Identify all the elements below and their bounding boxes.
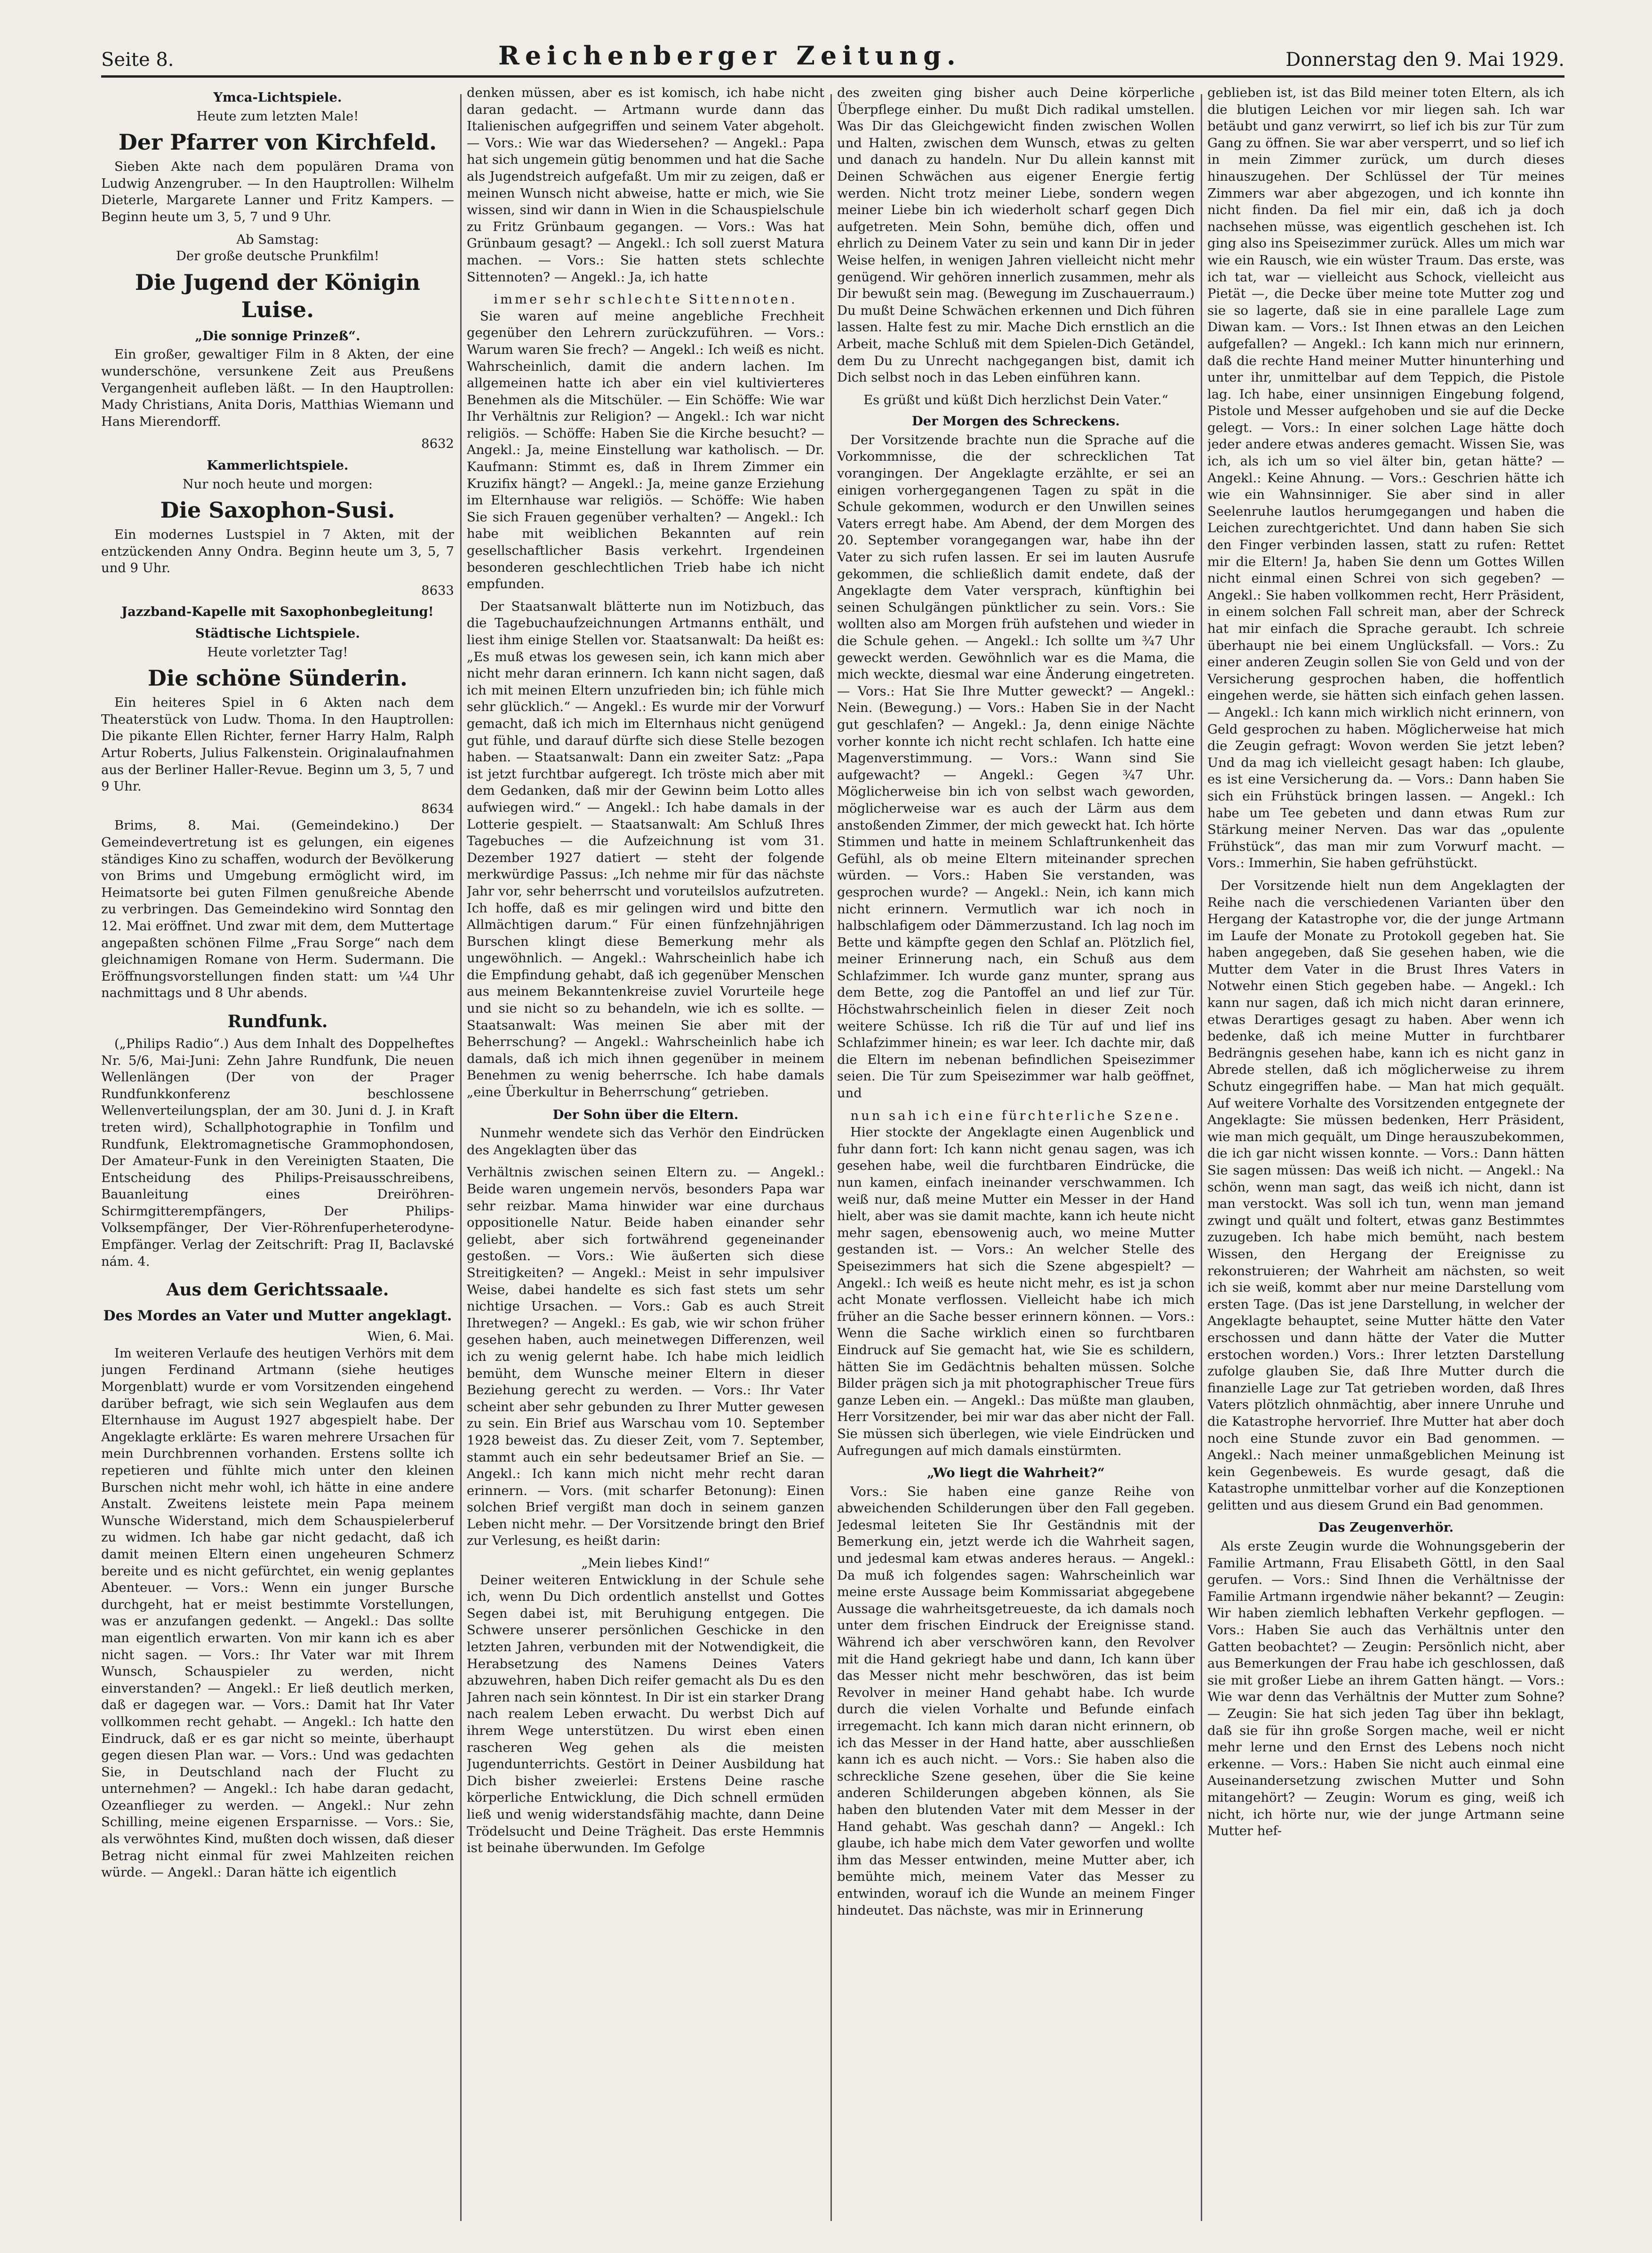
film-description: Ein modernes Lustspiel in 7 Akten, mit der entzückenden Anny Ondra. Beginn heute um 3, 5, 7 und 9 Uhr. — [101, 527, 454, 576]
cinema-note: Jazzband-Kapelle mit Saxophonbegleitung! — [121, 604, 434, 620]
article-paragraph: Im weiteren Verlaufe des heutigen Verhörs mit dem jungen Ferdinand Artmann (siehe heutiges Morgenblatt) wurde er vom Vorsitzenden eingehend darüber befragt, wie sich sein Weglaufen aus dem Elternhause im August 1927 abgespielt habe. Der Angeklagte erklärte: Es waren mehrere Ursachen für mein Durchbrennen vorhanden. Erstens sollte ich repetieren und fühlte mich unter den kleinen Burschen nicht mehr wohl, ich hätte in eine andere Anstalt. Zweitens leistete mein Papa meinem Wunsche Widerstand, mich dem Schauspielerberuf zu widmen. Ich habe gar nicht gedacht, daß ich damit meinen Eltern einen ungeheuren Schmerz bereite und es nicht gefürchtet, ein wenig geplantes Abenteuer. — Vors.: Wenn ein junger Bursche durchgeht, hat er meist bestimmte Vorstellungen, was er anzufangen gedenkt. — Angekl.: Das sollte man eigentlich erwarten. Von mir kann ich es aber nicht sagen. — Vors.: Ihr Vater war mit Ihrem Wunsch, Schauspieler zu werden, nicht einverstanden? — Angekl.: Er ließ deutlich merken, daß er dagegen war. — Vors.: Damit hat Ihr Vater vollkommen recht gehabt. — Angekl.: Ich hatte den Eindruck, daß er es gar nicht so meinte, überhaupt gegen diesen Plan war. — Vors.: Und was gedachten Sie, in Deutschland nach der Flucht zu unternehmen? — Angekl.: Ich habe daran gedacht, Ozeanflieger zu werden. — Angekl.: Nur zehn Schilling, meine eigenen Ersparnisse. — Vors.: Sie, als verwöhntes Kind, mußten doch wissen, daß dieser Betrag nicht einmal für zwei Mahlzeiten reichen würde. — Angekl.: Daran hätte ich eigentlich — [101, 1346, 454, 1880]
film-description: Sieben Akte nach dem populären Drama von Ludwig Anzengruber. — In den Hauptrollen: Wilhelm Dieterle, Margarete Lanner und Fritz Kampers. — Beginn heute um 3, 5, 7 und 9 Uhr. — [101, 160, 454, 224]
ad-number: 8634 — [421, 801, 454, 816]
subheading: „Wo liegt die Wahrheit?“ — [927, 1465, 1105, 1481]
cinema-note: Heute zum letzten Male! — [196, 109, 359, 124]
article-paragraph: Sie waren auf meine angebliche Frechheit gegenüber den Lehrern zurückzuführen. — Vors.: Warum waren Sie frech? — Angekl.: Ich weiß es nicht. Wahrscheinlich, damit die andern lachen. Im allgemeinen hatte ich aber ein viel kultivierteres Benehmen als die Mitschüler. — Ein Schöffe: Wie war Ihr Verhältnis zur Religion? — Angekl.: Ich war nicht religiös. — Schöffe: Haben Sie die Kirche besucht? — Angekl.: Ja, meine Einstellung war katholisch. — Dr. Kaufmann: Stimmt es, daß in Ihrem Zimmer ein Kruzifix hängt? — Angekl.: Ja, meine ganze Erziehung im Elternhause war religiös. — Schöffe: Wie haben Sie sich Frauen gegenüber verhalten? — Angekl.: Ich habe mit weiblichen Bekannten auf rein gesellschaftlicher Basis verkehrt. Irgendeinen besonderen geschlechtlichen Trieb habe ich nicht empfunden. — [467, 309, 824, 592]
film-title: Der Pfarrer von Kirchfeld. — [118, 129, 437, 155]
cinema-note: Heute vorletzter Tag! — [207, 645, 348, 660]
article-paragraph: Vors.: Sie haben eine ganze Reihe von abweichenden Schilderungen über den Fall gegeben. Jedesmal leiteten Sie Ihr Geständnis mit der Bemerkung ein, jetzt werde ich die Wahrheit sagen, und jedesmal kam etwas anderes heraus. — Angekl.: Da muß ich folgendes sagen: Wahrscheinlich war meine erste Aussage beim Kommissariat abgegebene Aussage die wahrheitsgetreueste, da ich damals noch unter dem frischen Eindruck der Ereignisse stand. Während ich aber verschwören kann, den Revolver mit die Hand gekriegt habe und dann, Ich kann über das Messer nicht mehr beschwören, das ist beim Revolver in meiner Hand gehabt habe. Ich wurde durch die vielen Vorhalte und Befunde einfach irregemacht. Ich kann mich daran nicht erinnern, ob ich das Messer in der Hand hatte, aber ausschließen kann ich es auch nicht. — Vors.: Sie haben also die schreckliche Szene gesehen, über die Sie keine anderen Schilderungen abgeben können, als Sie haben den blutenden Vater mit dem Messer in der Hand gehabt. Was geschah dann? — Angekl.: Ich glaube, ich habe mich dem Vater geworfen und wollte ihm das Messer entwinden, meine Mutter aber, ich bemühte mich, meinem Vater das Messer zu entwinden, worauf ich die Wunde an meinem Finger hindeutet. Das nächste, was mir in Erinnerung — [837, 1484, 1195, 1918]
newspaper-title: Reichenberger Zeitung. — [498, 40, 961, 71]
article-headline: Des Mordes an Vater und Mutter angeklagt. — [103, 1308, 452, 1325]
ad-number: 8633 — [421, 583, 454, 598]
news-paragraph: („Philips Radio“.) Aus dem Inhalt des Doppelheftes Nr. 5/6, Mai-Juni: Zehn Jahre Rundfunk, Die neuen Wellenlängen (Der von der Prager Rundfunkkonferenz beschlossene Wellenverteilungsplan, der am 30. Juni d. J. in Kraft treten wird), Schallphotographie in Tonfilm und Rundfunk, Elektromagnetische Grammophondosen, Der Amateur-Funk in den Vereinigten Staaten, Die Entscheidung des Philips-Preisausschreibens, Bauanleitung eines Dreiröhren-Schirmgitterempfängers, Der Philips-Volksempfänger, Der Vier-Röhrenfuperheterodyne-Empfänger. Verlag der Zeitschrift: Prag II, Baclavské nám. 4. — [101, 1036, 454, 1269]
article-paragraph: geblieben ist, ist das Bild meiner toten Eltern, als ich die blutigen Leichen vor mir liegen sah. Ich war betäubt und ganz verwirrt, so lief ich bis zur Tür zum Gang zu öffnen. Sie war aber versperrt, und so lief ich in mein Zimmer zurück, um durch dieses hinauszugehen. Der Schlüssel der Tür meines Zimmers war aber abgezogen, und ich konnte ihn nicht finden. Da fiel mir ein, daß ich ja doch nachsehen müsse, was eigentlich geschehen ist. Ich ging also ins Speisezimmer zurück. Alles um mich war wie ein Rausch, wie ein wüster Traum. Das erste, was ich tat, war — vielleicht aus Schock, vielleicht aus Pietät —, die Decke über meine tote Mutter zog und sie so lagerte, daß sie in eine parallele Lage zum Diwan kam. — Vors.: Ist Ihnen etwas an den Leichen aufgefallen? — Angekl.: Ich kann mich nur erinnern, daß die rechte Hand meiner Mutter hinunterhing und unter ihr, unmittelbar auf dem Teppich, die Pistole lag. Ich habe, einer unsinnigen Eingebung folgend, Pistole und Messer aufgehoben und sie auf die Decke gelegt. — Vors.: In einer solchen Lage hätte doch jeder andere etwas anderes gemacht. Wissen Sie, was ich, als ich um so viel älter bin, getan hätte? — Angekl.: Keine Ahnung. — Vors.: Geschrien hätte ich wie ein Wahnsinniger. Sie aber sind in aller Seelenruhe lautlos herumgegangen und haben die Leichen zurechtgerichtet. Und dann haben Sie sich den Finger verbinden lassen, statt zu rufen: Rettet mir die Eltern! Ja, haben Sie denn um Gottes Willen nicht einmal einen Schrei von sich gegeben? — Angekl.: Sie haben vollkommen recht, Herr Präsident, in einem solchen Fall schreit man, aber der Schreck hat mir einfach die Sprache geraubt. Ich schreie überhaupt nie bei einem Unglücksfall. — Vors.: Zu einer anderen Zeugin sollen Sie von Geld und von der Versicherung gesprochen haben, die hoffentlich eingehen werde, sie hätten sich einfach gehen lassen. — Angekl.: Ich kann mich wirklich nicht erinnern, von Geld gesprochen zu haben. Möglicherweise hat mich die Zeugin gefragt: Wovon werden Sie jetzt leben? Und da mag ich vielleicht gesagt haben: Ich glaube, es ist eine Versicherung da. — Vors.: Dann haben Sie sich ein Frühstück bringen lassen. — Angekl.: Ich habe um Tee gebeten und dann etwas Rum zur Stärkung meiner Nerven. Das war das „opulente Frühstück“, das man mir zum Vorwurf macht. — Vors.: Immerhin, Sie haben gefrühstückt. — [1207, 86, 1564, 871]
issue-date: Donnerstag den 9. Mai 1929. — [1285, 49, 1564, 71]
header-rule — [101, 75, 1564, 78]
masthead — [101, 38, 1564, 71]
letter-closing: Es grüßt und küßt Dich herzlichst Dein Vater.“ — [863, 392, 1168, 407]
section-title: Aus dem Gerichtssaale. — [166, 1280, 389, 1300]
film-title: Die Jugend der Königin Luise. — [135, 269, 421, 322]
article-paragraph: Der Vorsitzende brachte nun die Sprache auf die Vorkommnisse, die der schrecklichen Tat vorangingen. Der Angeklagte erzählte, er sei an einigen vorhergegangenen Tagen zu spät in die Schule gekommen, wodurch er den Unwillen seines Vaters erregt habe. Am Abend, der dem Morgen des 20. September vorangegangen war, habe ihn der Vater zu sich rufen lassen. Er sei im lauten Ausrufe gekommen, die schließlich damit endete, daß der Angeklagte dem Vater versprach, künftighin bei seinen Schulgängen pünktlicher zu sein. Vors.: Sie wollten also am Morgen früh aufstehen und wieder in die Schule gehen. — Angekl.: Ich sollte um ¾7 Uhr geweckt werden. Gewöhnlich war es die Mama, die mich weckte, diesmal war eine Änderung eingetreten. — Vors.: Hat Sie Ihre Mutter geweckt? — Angekl.: Nein. (Bewegung.) — Vors.: Haben Sie in der Nacht gut geschlafen? — Angekl.: Ja, denn einige Nächte vorher konnte ich nicht recht schlafen. Ich hatte eine Magenverstimmung. — Vors.: Wann sind Sie aufgewacht? — Angekl.: Gegen ¾7 Uhr. Möglicherweise bin ich von selbst wach geworden, möglicherweise war es auch der Lärm aus dem anstoßenden Zimmer, der mich geweckt hat. Ich hörte Stimmen und hatte in meinem Schlaftrunkenheit das Gefühl, als ob meine Eltern miteinander sprechen würden. — Vors.: Haben Sie verstanden, was gesprochen wurde? — Angekl.: Nein, ich kann mich nicht erinnern. Vermutlich war ich noch in halbschlafigem oder Dämmerzustand. Ich lag noch im Bette und kämpfte gegen den Schlaf an. Plötzlich fiel, meiner Erinnerung nach, ein Schuß aus dem Schlafzimmer. Ich wurde ganz munter, sprang aus dem Bette, zog die Pantoffel an und lief zur Tür. Höchstwahrscheinlich fielen in dieser Zeit noch weitere Schüsse. Ich riß die Tür auf und lief ins Schlafzimmer hinein; es war leer. Ich dachte mir, daß die Eltern im nebenan befindlichen Speisezimmer seien. Die Tür zum Speisezimmer war halb geöffnet, und — [837, 432, 1195, 1101]
news-paragraph: Brims, 8. Mai. (Gemeindekino.) Der Gemeindevertretung ist es gelungen, ein eigenes ständiges Kino zu schaffen, wodurch der Bevölkerung von Brims und Umgebung ermöglicht wird, im Heimatsorte bei guten Filmen genußreiche Abende zu verbringen. Das Gemeindekino wird Sonntag den 12. Mai eröffnet. Und zwar mit dem, dem Muttertage angepaßten schönen Filme „Frau Sorge“ nach dem gleichnamigen Romane von Herm. Sudermann. Die Eröffnungsvorstellungen finden statt: um ¼4 Uhr nachmittags und 8 Uhr abends. — [101, 818, 454, 1001]
columns — [101, 85, 1564, 2230]
cinema-name: Ymca-Lichtspiele. — [213, 90, 342, 105]
cinema-name: Städtische Lichtspiele. — [195, 626, 360, 641]
cinema-note: Ab Samstag: — [236, 232, 319, 247]
article-paragraph: Der Vorsitzende hielt nun dem Angeklagten der Reihe nach die verschiedenen Varianten über den Hergang der Katastrophe vor, die der junge Artmann im Laufe der Monate zu Protokoll gegeben hat. Sie haben angegeben, daß Sie gesehen haben, wie die Mutter dem Vater in die Brust Ihres Vaters in Notwehr einen Stich gegeben habe. — Angekl.: Ich kann nur sagen, daß ich mich nicht daran erinnere, etwas Derartiges gesagt zu haben. Aber wenn ich bedenke, daß ich meine Mutter in furchtbarer Bedrängnis gesehen habe, kann ich es nicht ganz in Abrede stellen, daß ich möglicherweise zu ihrem Schutz eingegriffen habe. — Man hat mich gequält. Auf weitere Vorhalte des Vorsitzenden entgegnete der Angeklagte: Sie müssen bedenken, Herr Präsident, wie man mich gequält, um Dinge herauszubekommen, die ich gar nicht wissen konnte. — Vors.: Dann hätten Sie sagen müssen: Das weiß ich nicht. — Angekl.: Na schön, wenn man sagt, das weiß ich nicht, dann ist man verstockt. Was soll ich tun, wenn man jemand zwingt und quält und foltert, etwas ganz Bestimmtes zuzugeben. Ich habe mich bemüht, nach bestem Wissen, den Hergang der Ereignisse zu rekonstruieren; der Wahrheit am nächsten, so weit ich sie weiß, kommt aber nur meine Darstellung vom ersten Tage. (Das ist jene Darstellung, in welcher der Angeklagte behauptet, seine Mutter hätte den Vater erschossen und dann hätte der Vater die Mutter erstochen worden.) Vors.: Ihrer letzten Darstellung zufolge glauben Sie, daß Ihre Mutter durch die finanzielle Lage zur Tat getrieben worden, daß Ihres Vaters plötzlich ohnmächtig, aber innere Unruhe und die Katastrophe hervorrief. Ihre Mutter hat aber doch noch eine Stunde zuvor ein Bad genommen. — Angekl.: Nach meiner unmaßgeblichen Meinung ist kein Gegenbeweis. Es wurde gesagt, daß die Katastrophe unmittelbar vorher auf die Konzeptionen gelitten und aus diesem Grund ein Bad genommen. — [1207, 878, 1564, 1513]
article-paragraph: Nunmehr wendete sich das Verhör den Eindrücken des Angeklagten über das — [467, 1126, 824, 1158]
letter-salutation: „Mein liebes Kind!“ — [581, 1556, 710, 1571]
column-3 — [837, 85, 1195, 2230]
column-4 — [1207, 85, 1564, 2230]
article-paragraph: Als erste Zeugin wurde die Wohnungsgeberin der Familie Artmann, Frau Elisabeth Göttl, in den Saal gerufen. — Vors.: Sind Ihnen die Verhältnisse der Familie Artmann irgendwie näher bekannt? — Zeugin: Wir haben ziemlich lebhaften Verkehr gepflogen. — Vors.: Haben Sie auch das Verhältnis unter den Gatten beobachtet? — Zeugin: Persönlich nicht, aber aus Bemerkungen der Frau habe ich geschlossen, daß sie mit großer Liebe an ihrem Gatten hängt. — Vors.: Wie war denn das Verhältnis der Mutter zum Sohne? — Zeugin: Sie hat sich jeden Tag über ihn beklagt, daß sie für ihn große Sorgen mache, weil er nicht mehr lerne und den Ernst des Lebens noch nicht erkenne. — Vors.: Haben Sie nicht auch einmal eine Auseinandersetzung zwischen Mutter und Sohn mitangehört? — Zeugin: Worum es ging, weiß ich nicht, ich hörte nur, wie der junge Artmann seine Mutter hef- — [1207, 1539, 1564, 1839]
article-paragraph: denken müssen, aber es ist komisch, ich habe nicht daran gedacht. — Artmann wurde dann das Italienischen aufgegriffen und seinem Vater abgeholt. — Vors.: Wie war das Wiedersehen? — Angekl.: Papa hat sich ungemein gütig benommen und hat die Sache als Jugendstreich aufgefaßt. Um mir zu zeigen, daß er meinen Wunsch nicht abweise, hatte er mich, wie Sie wissen, sind wir dann in Wien in die Schauspielschule zu Fritz Grünbaum gegangen. — Vors.: Was hat Grünbaum gesagt? — Angekl.: Ich soll zuerst Matura machen. — Vors.: Sie hatten stets schlechte Sittennoten? — Angekl.: Ja, ich hatte — [467, 86, 824, 285]
subheading: Der Sohn über die Eltern. — [552, 1107, 739, 1122]
column-divider — [460, 94, 462, 2221]
page-number: Seite 8. — [101, 49, 174, 71]
film-description: Ein großer, gewaltiger Film in 8 Akten, der eine wunderschöne, versunkene Zeit aus Preußens Vergangenheit aufleben läßt. — In den Hauptrollen: Mady Christians, Anita Doris, Matthias Wiemann und Hans Mierendorff. — [101, 347, 454, 429]
subheading: Der Morgen des Schreckens. — [912, 414, 1120, 429]
column-divider — [830, 94, 832, 2221]
film-subtitle: „Die sonnige Prinzeß“. — [195, 328, 360, 344]
cinema-name: Kammerlichtspiele. — [207, 457, 349, 473]
ad-number: 8632 — [421, 437, 454, 452]
column-2 — [467, 85, 824, 2230]
emphasis-line: nun sah ich eine fürchterliche Szene. — [850, 1108, 1181, 1123]
cinema-note: Nur noch heute und morgen: — [182, 477, 373, 492]
letter-paragraph: des zweiten ging bisher auch Deine körperliche Überpflege einher. Du mußt Dich radikal umstellen. Was Dir das Gleichgewicht finden zwischen Wollen und Halten, zwischen dem Wunsch, etwas zu gelten und danach zu handeln. Nur Du allein kannst mit Deinen Schwächen aus eigener Energie fertig werden. Nicht trotz meiner Liebe, sondern wegen meiner Liebe bin ich wiederholt scharf gegen Dich aufgetreten. Mein Sohn, bemühe dich, offen und ehrlich zu Deinem Vater zu sein und kann Dir in jeder Weise helfen, in wenigen Jahren vielleicht nicht mehr genügend. Wir gehören innerlich zusammen, mehr als Dir bewußt sein mag. (Bewegung im Zuschauerraum.) Du mußt Deine Schwächen erkennen und Dich führen lassen. Halte fest zu mir. Mache Dich ernstlich an die Arbeit, mache Schluß mit dem Spielen-Dich Getändel, dem Du zu Unrecht nachgegangen bist, damit ich Dich selbst noch in das Leben einführen kann. — [837, 86, 1195, 385]
cinema-note: Der große deutsche Prunkfilm! — [176, 249, 380, 264]
column-1 — [101, 85, 454, 2230]
subheading: Das Zeugenverhör. — [1318, 1520, 1454, 1535]
emphasis-line: immer sehr schlechte Sittennoten. — [494, 292, 798, 307]
dateline: Wien, 6. Mai. — [367, 1329, 454, 1344]
article-paragraph: Hier stockte der Angeklagte einen Augenblick und fuhr dann fort: Ich kann nicht genau sagen, was ich gesehen habe, weil die furchtbaren Eindrücke, die nun kamen, einfach ineinander verschwammen. Ich weiß nur, daß meine Mutter ein Messer in der Hand hielt, aber was sie damit machte, kann ich heute nicht mehr sagen, ebensowenig auch, wo meine Mutter gestanden ist. — Vors.: An welcher Stelle des Speisezimmers hat sich die Szene abgespielt? — Angekl.: Ich weiß es heute nicht mehr, es ist ja schon acht Monate verflossen. Vielleicht habe ich mich früher an die Sache besser erinnern können. — Vors.: Wenn die Sache wirklich einen so furchtbaren Eindruck auf Sie gemacht hat, wie Sie es schildern, hätten Sie im Gedächtnis behalten müssen. Solche Bilder prägen sich ja mit photographischer Treue fürs ganze Leben ein. — Angekl.: Das müßte man glauben, Herr Vorsitzender, bei mir war das aber nicht der Fall. Sie müssen sich überlegen, wie viele Eindrücken und Aufregungen auf mich damals einstürmten. — [837, 1125, 1195, 1458]
film-title: Die Saxophon-Susi. — [160, 497, 395, 523]
film-title: Die schöne Sünderin. — [147, 665, 408, 691]
column-divider — [1201, 94, 1202, 2221]
letter-paragraph: Deiner weiteren Entwicklung in der Schule sehe ich, wenn Du Dich ordentlich anstellst und Gottes Segen dabei ist, mit Beruhigung entgegen. Die Schwere unserer persönlichen Geschicke in den letzten Jahren, verbunden mit der Notwendigkeit, die Herabsetzung des Namens Deines Vaters abzuwehren, haben Dich reifer gemacht als Du es den Jahren nach sein könntest. In Dir ist ein starker Drang nach realem Leben erwacht. Du werbst Dich auf ihrem Wege unterstützen. Du wirst eben einen rascheren Weg gehen als die meisten Jugendunterrichts. Gestört in Deiner Ausbildung hat Dich bisher zweierlei: Erstens Deine rasche körperliche Entwicklung, die Dich schnell ermüden ließ und wenig widerstandsfähig machte, dann Deine Trödelsucht und Deine Trägheit. Das erste Hemmnis ist beinahe überwunden. Im Gefolge — [467, 1573, 824, 1856]
film-description: Ein heiteres Spiel in 6 Akten nach dem Theaterstück von Ludw. Thoma. In den Hauptrollen: Die pikante Ellen Richter, ferner Harry Halm, Ralph Artur Roberts, Julius Falkenstein. Originalaufnahmen aus der Berliner Haller-Revue. Beginn um 3, 5, 7 und 9 Uhr. — [101, 695, 454, 794]
section-title: Rundfunk. — [227, 1011, 328, 1031]
article-paragraph: Der Staatsanwalt blätterte nun im Notizbuch, das die Tagebuchaufzeichnungen Artmanns enthält, und liest ihm einige Stellen vor. Staatsanwalt: Da heißt es: „Es muß etwas los gewesen sein, ich kann mich aber nicht mehr daran erinnern. Ich kann nicht sagen, daß ich mit meinen Eltern unzufrieden bin; ich fühle mich sehr glücklich.“ — Angekl.: Es wurde mir der Vorwurf gemacht, daß ich mich im Elternhaus nicht genügend gut fühle, und darauf dürfte sich diese Stelle bezogen haben. — Staatsanwalt: Dann ein zweiter Satz: „Papa ist jetzt furchtbar aufgeregt. Ich tröste mich aber mit dem Gedanken, daß mir der Gewinn beim Lotto alles aufwiegen wird.“ — Angekl.: Ich habe damals in der Lotterie gespielt. — Staatsanwalt: Am Schluß Ihres Tagebuches — die Aufzeichnung ist vom 31. Dezember 1927 datiert — steht der folgende merkwürdige Passus: „Ich nehme mir für das nächste Jahr vor, sehr beherrscht und voruteilslos aufzutreten. Ich hoffe, daß es mir gelingen wird und bitte den Allmächtigen darum.“ Für einen fünfzehnjährigen Burschen klingt diese Bemerkung mehr als ungewöhnlich. — Angekl.: Wahrscheinlich habe ich die Empfindung gehabt, daß ich gegenüber Menschen aus meinem Bekanntenkreise zuviel Vorurteile hege und sie nicht so zu behandeln, wie ich es sollte. — Staatsanwalt: Was meinen Sie aber mit der Beherrschung? — Angekl.: Wahrscheinlich habe ich damals, daß ich mich ihnen gegenüber in meinem Benehmen zu wenig beherrsche. Ich habe damals „eine Überkultur in Beherrschung“ getrieben. — [467, 599, 824, 1100]
article-paragraph: Verhältnis zwischen seinen Eltern zu. — Angekl.: Beide waren ungemein nervös, besonders Papa war sehr reizbar. Mama hinwider war eine durchaus oppositionelle Natur. Beide haben einander sehr geliebt, aber sich fortwährend gegeneinander gestoßen. — Vors.: Wie äußerten sich diese Streitigkeiten? — Angekl.: Meist in sehr impulsiver Weise, dabei handelte es sich fast stets um sehr nichtige Ursachen. — Vors.: Gab es auch Streit Ihretwegen? — Angekl.: Es gab, wie wir schon früher gesehen haben, auch meinetwegen Differenzen, weil ich zu wenig gelernt habe. Ich habe mich leidlich bemüht, dem Wunsche meiner Eltern in dieser Beziehung gerecht zu werden. — Vors.: Ihr Vater scheint aber sehr gebunden zu Ihrer Mutter gewesen zu sein. Ein Brief aus Warschau vom 10. September 1928 beweist das. Zu dieser Zeit, vom 7. September, stammt auch ein sehr bedeutsamer Brief an Sie. — Angekl.: Ich kann mich nicht mehr recht daran erinnern. — Vors. (mit scharfer Betonung): Einen solchen Brief vergißt man doch in seinem ganzen Leben nicht mehr. — Der Vorsitzende bringt den Brief zur Verlesung, es heißt darin: — [467, 1165, 824, 1549]
